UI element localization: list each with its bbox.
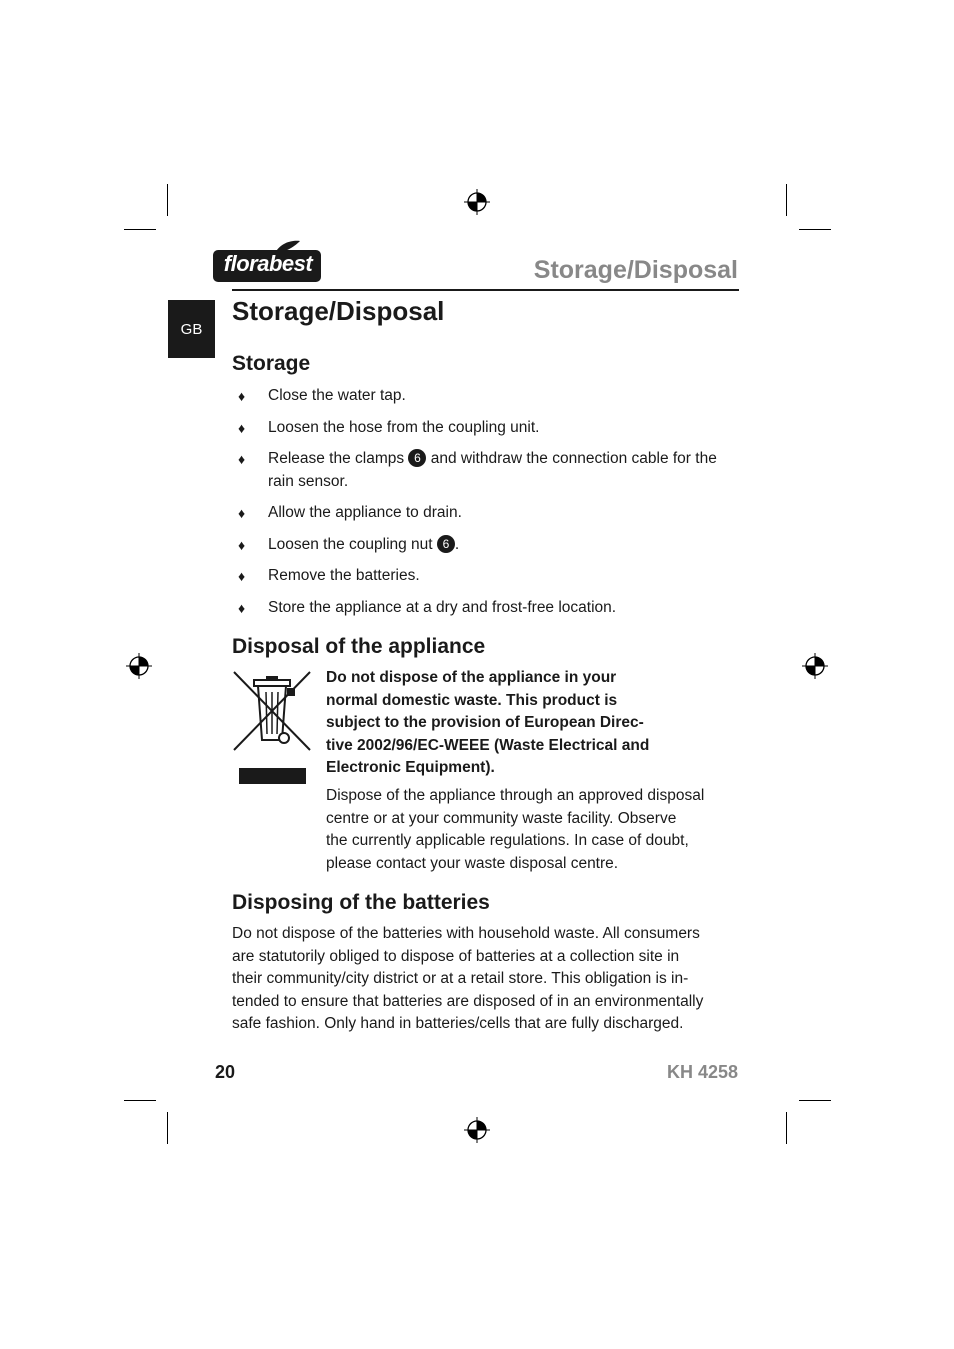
bullet-diamond-icon: ♦ [238, 388, 246, 404]
text-line: Do not dispose of the appliance in your [326, 669, 617, 686]
header-section-title: Storage/Disposal [533, 256, 738, 284]
disposal-heading: Disposal of the appliance [232, 635, 486, 658]
page-title: Storage/Disposal [232, 296, 445, 326]
model-number: KH 4258 [666, 1062, 738, 1082]
part-reference-badge: 6 [437, 535, 455, 553]
disposal-warning [326, 667, 736, 780]
storage-heading: Storage [232, 352, 311, 375]
list-item [232, 597, 732, 620]
language-tab: GB [168, 300, 215, 358]
storage-list [232, 385, 732, 619]
crop-mark [799, 1100, 831, 1101]
registration-mark-icon [802, 653, 828, 679]
bullet-diamond-icon: ♦ [238, 451, 246, 467]
registration-mark-icon [126, 653, 152, 679]
crossed-out-wheelie-bin-icon [232, 670, 312, 756]
list-item [232, 565, 732, 588]
text-line: Electronic Equipment). [326, 759, 495, 776]
text-line: Dispose of the appliance through an approved disposal [326, 787, 705, 804]
text-line: tive 2002/96/EC-WEEE (Waste Electrical and [326, 736, 650, 754]
registration-mark-icon [464, 1117, 490, 1143]
bullet-diamond-icon: ♦ [238, 599, 246, 616]
crop-mark [786, 184, 787, 216]
bullet-diamond-icon: ♦ [238, 536, 246, 553]
crop-mark [799, 229, 831, 230]
crop-mark [786, 1112, 787, 1144]
crop-mark [167, 184, 168, 216]
header-divider [232, 289, 739, 291]
list-item-text: Loosen the hose from the coupling unit. [268, 418, 540, 436]
text-line: are statutorily obliged to dispose of batteries at a collection site in [232, 947, 680, 965]
bullet-diamond-icon: ♦ [238, 568, 246, 584]
bullet-diamond-icon: ♦ [238, 505, 246, 521]
text-line: normal domestic waste. This product is [326, 691, 618, 709]
registration-mark-icon [464, 189, 490, 215]
list-item-text: and withdraw the connection cable for the rain sensor. [268, 450, 717, 490]
disposal-body [326, 785, 736, 875]
list-item [232, 417, 732, 440]
text-line: Do not dispose of the batteries with household waste. All consumers [232, 925, 700, 942]
list-item [232, 534, 732, 557]
part-reference-badge: 6 [408, 449, 426, 467]
weee-bar [239, 768, 306, 784]
bullet-diamond-icon: ♦ [238, 419, 246, 436]
text-line: the currently applicable regulations. In case of doubt, [326, 832, 689, 849]
list-item [232, 502, 732, 525]
text-line: tended to ensure that batteries are disposed of in an environmentally [232, 992, 704, 1010]
list-item-text: Release the clamps [268, 450, 409, 467]
text-line: their community/city district or at a retail store. This obligation is in- [232, 970, 689, 987]
batteries-heading: Disposing of the batteries [232, 891, 490, 914]
text-line: please contact your waste disposal centre. [326, 854, 619, 872]
page-number: 20 [215, 1062, 236, 1082]
list-item-text: Remove the batteries. [268, 567, 420, 584]
batteries-body [232, 923, 737, 1036]
list-item-text: Close the water tap. [268, 387, 406, 404]
crop-mark [167, 1112, 168, 1144]
crop-mark [124, 229, 156, 230]
text-line: subject to the provision of European Direc- [326, 714, 644, 731]
list-item-text: . [454, 535, 460, 553]
text-line: centre or at your community waste facility. Observe [326, 809, 677, 827]
crop-mark [124, 1100, 156, 1101]
text-line: safe fashion. Only hand in batteries/cells that are fully discharged. [232, 1015, 684, 1032]
list-item [232, 385, 732, 408]
list-item [232, 448, 732, 493]
logo-text: florabest [223, 251, 313, 276]
list-item-text: Allow the appliance to drain. [268, 504, 462, 521]
list-item-text: Loosen the coupling nut [268, 535, 437, 553]
brand-logo [213, 240, 323, 284]
list-item-text: Store the appliance at a dry and frost-free location. [268, 598, 617, 616]
